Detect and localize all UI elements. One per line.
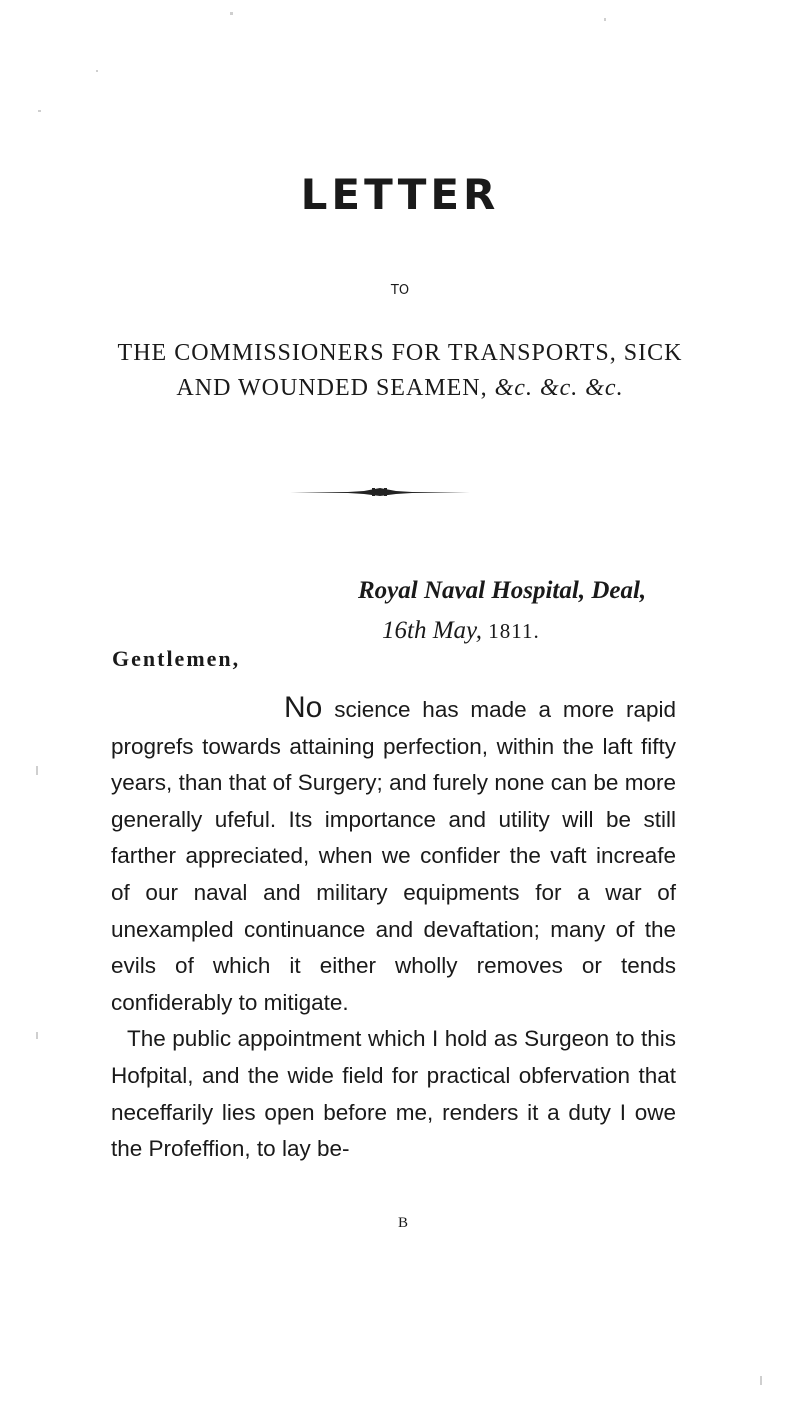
date-year: 1811. <box>488 619 540 643</box>
paragraph-1 <box>111 690 676 1021</box>
paper-speck <box>38 110 41 112</box>
letter-heading: LETTER <box>300 170 500 219</box>
paper-speck <box>36 1032 38 1039</box>
paper-speck <box>36 766 38 775</box>
subtitle-line-2-text: AND WOUNDED SEAMEN, <box>176 375 488 401</box>
ornamental-rule <box>288 483 472 499</box>
date-day: 16th May, <box>382 617 482 644</box>
paper-speck <box>760 1376 762 1385</box>
subtitle-line-2 <box>0 375 800 402</box>
paper-speck <box>96 70 98 72</box>
place-line: Royal Naval Hospital, Deal, <box>358 577 647 604</box>
subtitle-etc: &c. &c. &c. <box>494 375 624 401</box>
paper-speck <box>230 12 233 15</box>
subtitle-line-1: THE COMMISSIONERS FOR TRANSPORTS, SICK <box>117 340 683 366</box>
paragraph-2: The public appointment which I hold as Surgeon to this Hofpital, and the wide field for practical obfervation that neceffarily lies open before me, renders it a duty I owe the Profeffion, to lay be- <box>111 1026 676 1162</box>
paper-speck <box>604 18 606 21</box>
paragraph-1-opening-word: No <box>284 691 323 724</box>
letter-body <box>111 690 676 1168</box>
date-line <box>382 617 540 645</box>
to-word: TO <box>390 283 410 298</box>
signature-mark: B <box>398 1215 409 1231</box>
salutation: Gentlemen, <box>112 646 241 671</box>
paragraph-1-text: science has made a more rapid progrefs towards attaining perfection, within the laft fifty years, than that of Surgery; and furely none can be more generally ufeful. Its importance and utility will be still farther appreciated, when we confider the vaft increafe of our naval and military equipments for a war of unexampled continuance and devaftation; many of the evils of which it either wholly removes or tends confiderably to mitigate. <box>111 697 676 1015</box>
